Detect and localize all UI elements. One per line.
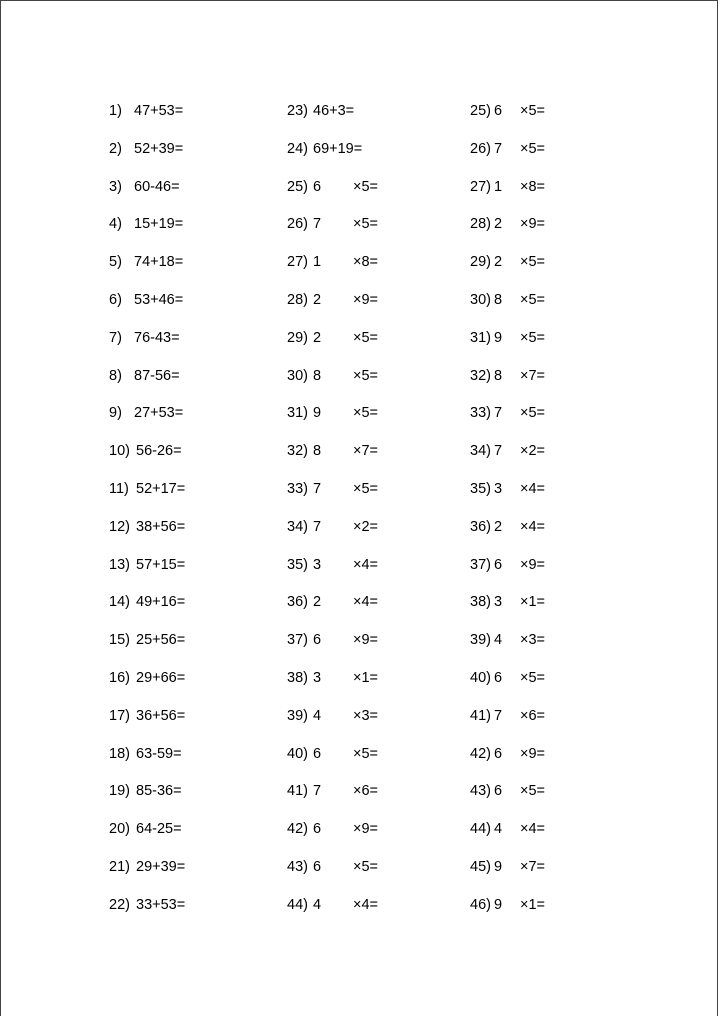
problem-number: 27) — [470, 178, 491, 195]
problem-row — [470, 706, 640, 744]
problem-operand: 1 — [313, 254, 322, 271]
problem-operand: 8 — [494, 291, 503, 308]
problem-number: 35) — [287, 556, 308, 573]
problem-number: 35) — [470, 480, 491, 497]
problem-operand: 9 — [494, 858, 503, 875]
problem-row — [287, 328, 457, 366]
problem-expression: 25+56= — [136, 632, 186, 649]
problem-row — [470, 479, 640, 517]
problem-expression: 56-26= — [136, 443, 182, 460]
problem-operand: 4 — [313, 707, 322, 724]
problem-operator: ×7= — [520, 858, 545, 875]
problem-operator: ×5= — [520, 329, 545, 346]
problem-number: 14) — [109, 594, 130, 611]
problem-expression: 76-43= — [134, 329, 180, 346]
problem-row — [470, 555, 640, 593]
problem-column-3 — [470, 101, 640, 933]
problem-row — [109, 403, 279, 441]
problem-expression: 47+53= — [134, 103, 184, 119]
problem-operand: 6 — [313, 821, 322, 838]
problem-row — [287, 517, 457, 555]
problem-expression: 60-46= — [134, 178, 180, 195]
problem-row — [109, 592, 279, 630]
problem-operand: 4 — [494, 821, 503, 838]
problem-row — [470, 781, 640, 819]
problem-number: 3) — [109, 178, 122, 195]
problem-number: 6) — [109, 291, 122, 308]
problem-number: 34) — [287, 518, 308, 535]
problem-row — [287, 214, 457, 252]
problem-row — [470, 328, 640, 366]
problem-row — [109, 555, 279, 593]
problem-operator: ×4= — [520, 480, 545, 497]
problem-row — [109, 895, 279, 933]
problem-operator: ×5= — [520, 254, 545, 271]
problem-row — [470, 139, 640, 177]
problem-operand: 6 — [494, 556, 503, 573]
problem-operand: 7 — [313, 480, 322, 497]
problem-column-1 — [109, 101, 279, 933]
problem-number: 42) — [470, 745, 491, 762]
problem-number: 33) — [287, 480, 308, 497]
problem-number: 15) — [109, 632, 130, 649]
problem-expression: 52+17= — [136, 480, 186, 497]
problem-operand: 2 — [313, 329, 322, 346]
problem-row — [109, 101, 279, 139]
problem-number: 25) — [470, 103, 491, 119]
problem-operand: 7 — [494, 707, 503, 724]
problem-operator: ×2= — [520, 443, 545, 460]
problem-number: 22) — [109, 896, 130, 913]
problem-row — [109, 252, 279, 290]
problem-row — [287, 895, 457, 933]
problem-row — [470, 819, 640, 857]
problem-number: 31) — [287, 405, 308, 422]
problem-operand: 4 — [494, 632, 503, 649]
problem-expression: 36+56= — [136, 707, 186, 724]
problem-number: 28) — [287, 291, 308, 308]
problem-operand: 9 — [313, 405, 322, 422]
problem-row — [470, 403, 640, 441]
problem-operand: 6 — [313, 632, 322, 649]
problem-row — [287, 403, 457, 441]
problem-expression: 15+19= — [134, 216, 184, 233]
problem-operator: ×9= — [353, 632, 378, 649]
problem-number: 13) — [109, 556, 130, 573]
problem-operator: ×5= — [353, 405, 378, 422]
problem-row — [287, 706, 457, 744]
problem-row — [470, 214, 640, 252]
problem-number: 38) — [287, 669, 308, 686]
problem-operand: 6 — [494, 783, 503, 800]
problem-number: 32) — [287, 443, 308, 460]
problem-operator: ×9= — [353, 291, 378, 308]
problem-row — [109, 781, 279, 819]
problem-operand: 2 — [494, 254, 503, 271]
problem-operand: 9 — [494, 896, 503, 913]
problem-number: 16) — [109, 669, 130, 686]
problem-expression: 57+15= — [136, 556, 186, 573]
problem-operator: ×5= — [520, 783, 545, 800]
problem-operand: 6 — [494, 745, 503, 762]
problem-operand: 7 — [494, 140, 503, 157]
problem-row — [109, 441, 279, 479]
problem-number: 41) — [470, 707, 491, 724]
problem-operator: ×9= — [520, 745, 545, 762]
problem-number: 25) — [287, 178, 308, 195]
problem-row — [287, 668, 457, 706]
problem-expression: 64-25= — [136, 821, 182, 838]
problem-row — [109, 668, 279, 706]
problem-number: 44) — [470, 821, 491, 838]
problem-number: 31) — [470, 329, 491, 346]
problem-number: 9) — [109, 405, 122, 422]
problem-operator: ×4= — [520, 518, 545, 535]
problem-row — [287, 177, 457, 215]
problem-operand: 6 — [494, 103, 503, 119]
problem-row — [287, 479, 457, 517]
problem-expression: 53+46= — [134, 291, 184, 308]
problem-operator: ×5= — [520, 405, 545, 422]
problem-number: 29) — [287, 329, 308, 346]
problem-row — [287, 366, 457, 404]
problem-expression: 74+18= — [134, 254, 184, 271]
problem-operator: ×4= — [353, 556, 378, 573]
problem-row — [287, 630, 457, 668]
problem-number: 32) — [470, 367, 491, 384]
problem-number: 36) — [287, 594, 308, 611]
problem-expression: 27+53= — [134, 405, 184, 422]
problem-number: 43) — [470, 783, 491, 800]
problem-operand: 8 — [313, 443, 322, 460]
problem-number: 39) — [470, 632, 491, 649]
problem-number: 45) — [470, 858, 491, 875]
problem-operand: 1 — [494, 178, 503, 195]
problem-number: 17) — [109, 707, 130, 724]
problem-expression: 87-56= — [134, 367, 180, 384]
problem-number: 5) — [109, 254, 122, 271]
problem-expression: 29+66= — [136, 669, 186, 686]
problem-number: 43) — [287, 858, 308, 875]
problem-operator: ×4= — [353, 896, 378, 913]
problem-number: 40) — [470, 669, 491, 686]
problem-number: 44) — [287, 896, 308, 913]
problem-operator: ×6= — [520, 707, 545, 724]
problem-operator: ×9= — [520, 216, 545, 233]
problem-operator: ×5= — [353, 367, 378, 384]
problem-operand: 6 — [313, 178, 322, 195]
problem-number: 2) — [109, 140, 122, 157]
problem-operand: 3 — [313, 556, 322, 573]
problem-operand: 3 — [494, 480, 503, 497]
problem-number: 27) — [287, 254, 308, 271]
problem-number: 41) — [287, 783, 308, 800]
problem-number: 19) — [109, 783, 130, 800]
problem-number: 1) — [109, 103, 122, 119]
problem-operator: ×5= — [520, 140, 545, 157]
problem-number: 34) — [470, 443, 491, 460]
problem-row — [109, 744, 279, 782]
problem-operand: 6 — [494, 669, 503, 686]
problem-operator: ×5= — [353, 745, 378, 762]
problem-number: 30) — [470, 291, 491, 308]
problem-operand: 7 — [494, 405, 503, 422]
problem-operand: 9 — [494, 329, 503, 346]
problem-operand: 6 — [313, 858, 322, 875]
problem-row — [287, 744, 457, 782]
problem-number: 40) — [287, 745, 308, 762]
problem-row — [470, 101, 640, 139]
problem-operator: ×4= — [353, 594, 378, 611]
problem-operator: ×5= — [520, 669, 545, 686]
problem-operand: 3 — [313, 669, 322, 686]
problem-row — [470, 630, 640, 668]
problem-row — [470, 744, 640, 782]
problem-operator: ×1= — [353, 669, 378, 686]
problem-row — [109, 479, 279, 517]
problem-row — [109, 366, 279, 404]
problem-row — [470, 517, 640, 555]
problem-number: 20) — [109, 821, 130, 838]
problem-operator: ×5= — [353, 216, 378, 233]
problem-number: 36) — [470, 518, 491, 535]
problem-operator: ×5= — [353, 480, 378, 497]
problem-number: 33) — [470, 405, 491, 422]
problem-operator: ×5= — [353, 858, 378, 875]
problem-number: 7) — [109, 329, 122, 346]
problem-operand: 2 — [494, 518, 503, 535]
problem-operand: 6 — [313, 745, 322, 762]
problem-operand: 2 — [313, 291, 322, 308]
problem-expression: 49+16= — [136, 594, 186, 611]
problem-row — [470, 592, 640, 630]
problem-operand: 7 — [313, 783, 322, 800]
problem-expression: 33+53= — [136, 896, 186, 913]
problem-row — [470, 290, 640, 328]
problem-operator: ×5= — [520, 103, 545, 119]
problem-row — [109, 630, 279, 668]
problem-row — [470, 668, 640, 706]
problem-expression: 52+39= — [134, 140, 184, 157]
problem-number: 29) — [470, 254, 491, 271]
problem-row — [109, 819, 279, 857]
problem-number: 23) — [287, 103, 308, 119]
problem-row — [470, 252, 640, 290]
problem-operand: 7 — [494, 443, 503, 460]
problem-operator: ×9= — [353, 821, 378, 838]
problem-operand: 7 — [313, 518, 322, 535]
problem-operand: 7 — [313, 216, 322, 233]
problem-number: 8) — [109, 367, 122, 384]
problem-row — [287, 252, 457, 290]
problem-number: 10) — [109, 443, 130, 460]
problem-operator: ×5= — [520, 291, 545, 308]
problem-operator: ×7= — [520, 367, 545, 384]
problem-number: 11) — [109, 480, 129, 497]
problem-number: 37) — [287, 632, 308, 649]
problem-operator: ×5= — [353, 329, 378, 346]
problem-row — [287, 857, 457, 895]
problem-expression: 85-36= — [136, 783, 182, 800]
problem-number: 39) — [287, 707, 308, 724]
problem-operand: 2 — [313, 594, 322, 611]
problem-expression: 63-59= — [136, 745, 182, 762]
problem-operator: ×8= — [353, 254, 378, 271]
problem-row — [109, 290, 279, 328]
problem-number: 12) — [109, 518, 130, 535]
problem-row — [287, 555, 457, 593]
problem-row — [287, 819, 457, 857]
problem-row — [109, 706, 279, 744]
problem-operator: ×6= — [353, 783, 378, 800]
problem-number: 18) — [109, 745, 130, 762]
problem-operator: ×7= — [353, 443, 378, 460]
problem-number: 30) — [287, 367, 308, 384]
problem-operator: ×4= — [520, 821, 545, 838]
problem-operand: 46+3= — [313, 103, 355, 119]
problem-number: 4) — [109, 216, 122, 233]
problem-row — [287, 290, 457, 328]
problem-row — [109, 214, 279, 252]
problem-row — [470, 895, 640, 933]
problem-operand: 3 — [494, 594, 503, 611]
problem-operator: ×8= — [520, 178, 545, 195]
problem-row — [287, 139, 457, 177]
problem-row — [287, 592, 457, 630]
problem-operator: ×5= — [353, 178, 378, 195]
problem-operand: 69+19= — [313, 140, 363, 157]
problem-number: 28) — [470, 216, 491, 233]
problem-operand: 2 — [494, 216, 503, 233]
problem-number: 38) — [470, 594, 491, 611]
problem-number: 37) — [470, 556, 491, 573]
problem-row — [109, 517, 279, 555]
problem-row — [287, 441, 457, 479]
problem-operand: 8 — [313, 367, 322, 384]
problem-row — [109, 139, 279, 177]
problem-row — [470, 366, 640, 404]
problem-operator: ×3= — [353, 707, 378, 724]
problem-number: 21) — [109, 858, 130, 875]
problem-row — [287, 101, 457, 139]
problem-row — [470, 177, 640, 215]
problem-expression: 38+56= — [136, 518, 186, 535]
problem-row — [109, 328, 279, 366]
problem-operand: 4 — [313, 896, 322, 913]
problem-column-2 — [287, 101, 457, 933]
problem-number: 24) — [287, 140, 308, 157]
problem-operand: 8 — [494, 367, 503, 384]
problem-operator: ×2= — [353, 518, 378, 535]
problem-operator: ×9= — [520, 556, 545, 573]
problem-row — [287, 781, 457, 819]
problem-row — [109, 857, 279, 895]
problem-number: 26) — [287, 216, 308, 233]
problem-number: 42) — [287, 821, 308, 838]
problem-operator: ×1= — [520, 896, 545, 913]
problem-operator: ×3= — [520, 632, 545, 649]
problem-operator: ×1= — [520, 594, 545, 611]
problem-number: 46) — [470, 896, 491, 913]
problem-expression: 29+39= — [136, 858, 186, 875]
problem-number: 26) — [470, 140, 491, 157]
problem-row — [470, 857, 640, 895]
problem-row — [470, 441, 640, 479]
problem-row — [109, 177, 279, 215]
